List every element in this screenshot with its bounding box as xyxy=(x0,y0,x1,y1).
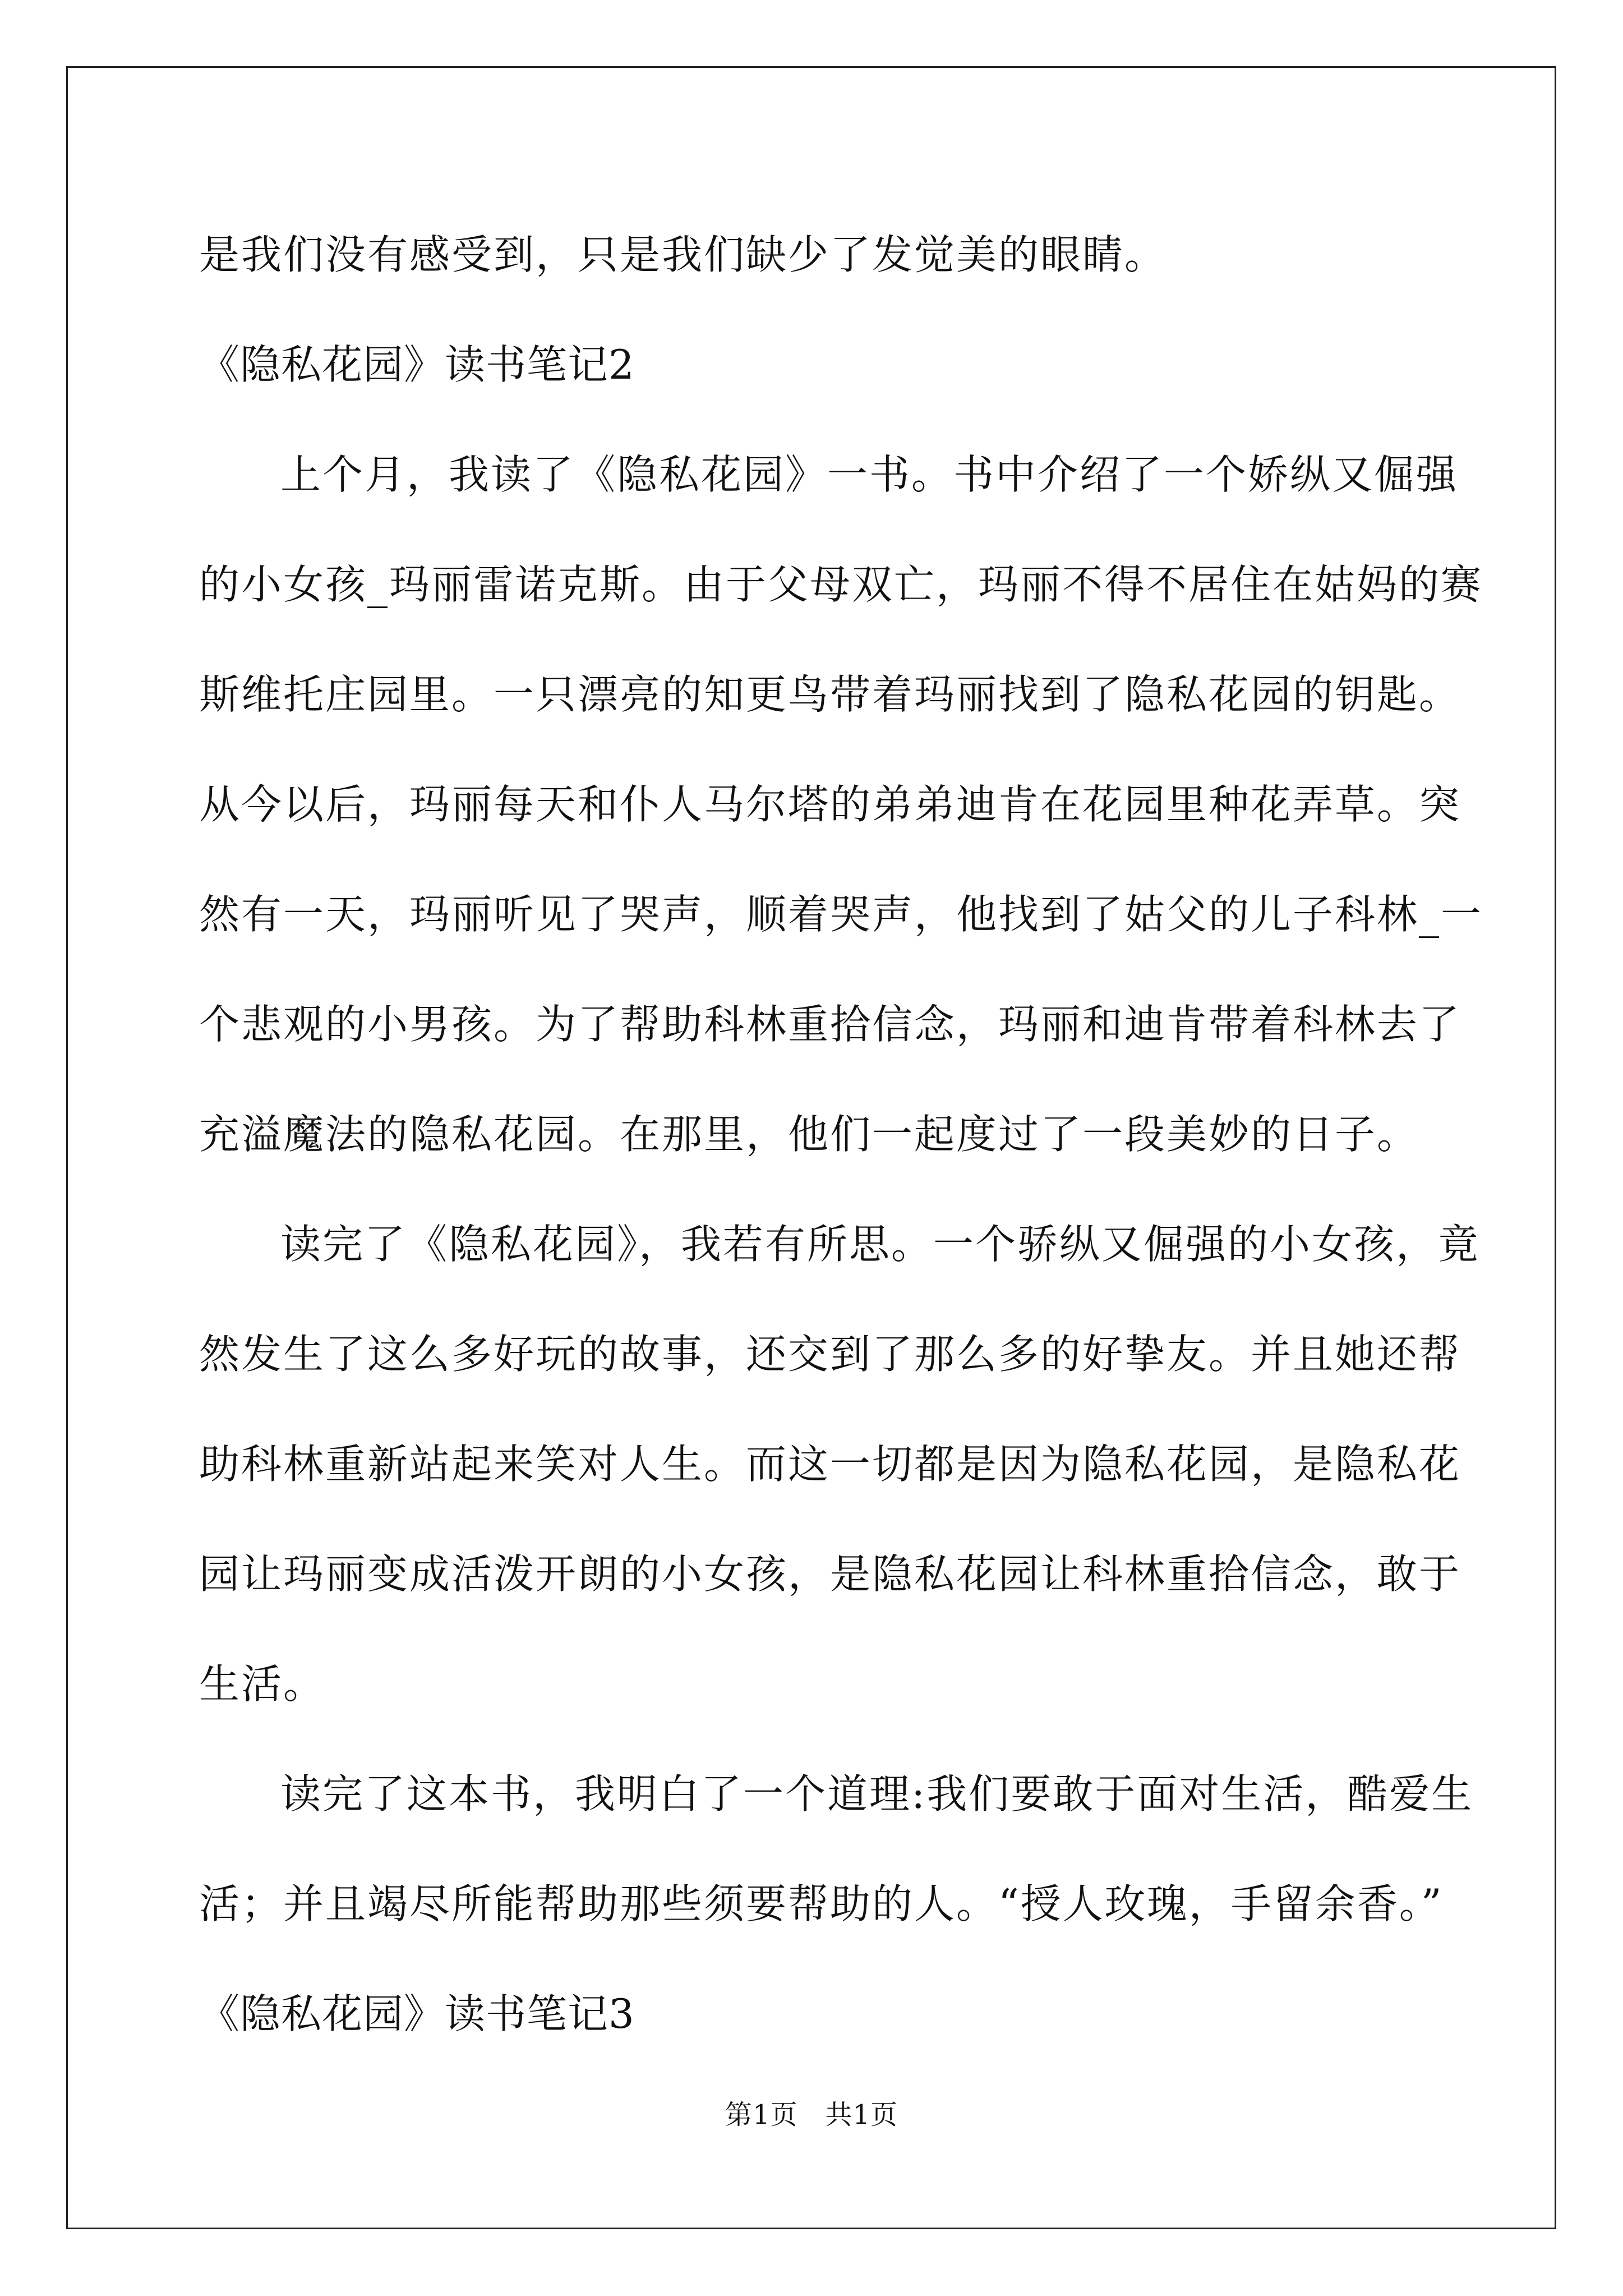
paragraph-line-11: 然发生了这么多好玩的故事，还交到了那么多的好挚友。并且她还帮 xyxy=(199,1331,1461,1378)
paragraph-line-1: 是我们没有感受到，只是我们缺少了发觉美的眼睛。 xyxy=(199,231,1167,278)
paragraph-line-15: 读完了这本书，我明白了一个道理:我们要敢于面对生活，酷爱生 xyxy=(280,1770,1474,1818)
paragraph-line-12: 助科林重新站起来笑对人生。而这一切都是因为隐私花园，是隐私花 xyxy=(199,1441,1461,1488)
paragraph-line-9: 充溢魔法的隐私花园。在那里，他们一起度过了一段美妙的日子。 xyxy=(199,1111,1419,1158)
section-heading-2: 《隐私花园》读书笔记2 xyxy=(199,341,635,388)
section-heading-3: 《隐私花园》读书笔记3 xyxy=(199,1990,635,2037)
paragraph-line-3: 上个月，我读了《隐私花园》一书。书中介绍了一个娇纵又倔强 xyxy=(280,451,1459,498)
paragraph-line-6: 从今以后，玛丽每天和仆人马尔塔的弟弟迪肯在花园里种花弄草。突 xyxy=(199,781,1461,828)
paragraph-line-4: 的小女孩_玛丽雷诺克斯。由于父母双亡，玛丽不得不居住在姑妈的赛 xyxy=(199,561,1483,608)
paragraph-line-16: 活；并且竭尽所能帮助那些须要帮助的人。“授人玫瑰，手留余香。” xyxy=(199,1880,1444,1927)
paragraph-line-5: 斯维托庄园里。一只漂亮的知更鸟带着玛丽找到了隐私花园的钥匙。 xyxy=(199,671,1461,718)
paragraph-line-7: 然有一天，玛丽听见了哭声，顺着哭声，他找到了姑父的儿子科林_一 xyxy=(199,891,1483,938)
paragraph-line-14: 生活。 xyxy=(199,1660,326,1708)
document-body xyxy=(199,200,1483,2069)
paragraph-line-8: 个悲观的小男孩。为了帮助科林重拾信念，玛丽和迪肯带着科林去了 xyxy=(199,1001,1461,1048)
page-footer: 第1页 共1页 xyxy=(725,2099,898,2131)
paragraph-line-13: 园让玛丽变成活泼开朗的小女孩，是隐私花园让科林重拾信念，敢于 xyxy=(199,1550,1461,1598)
paragraph-line-10: 读完了《隐私花园》，我若有所思。一个骄纵又倔强的小女孩，竟 xyxy=(280,1221,1481,1268)
